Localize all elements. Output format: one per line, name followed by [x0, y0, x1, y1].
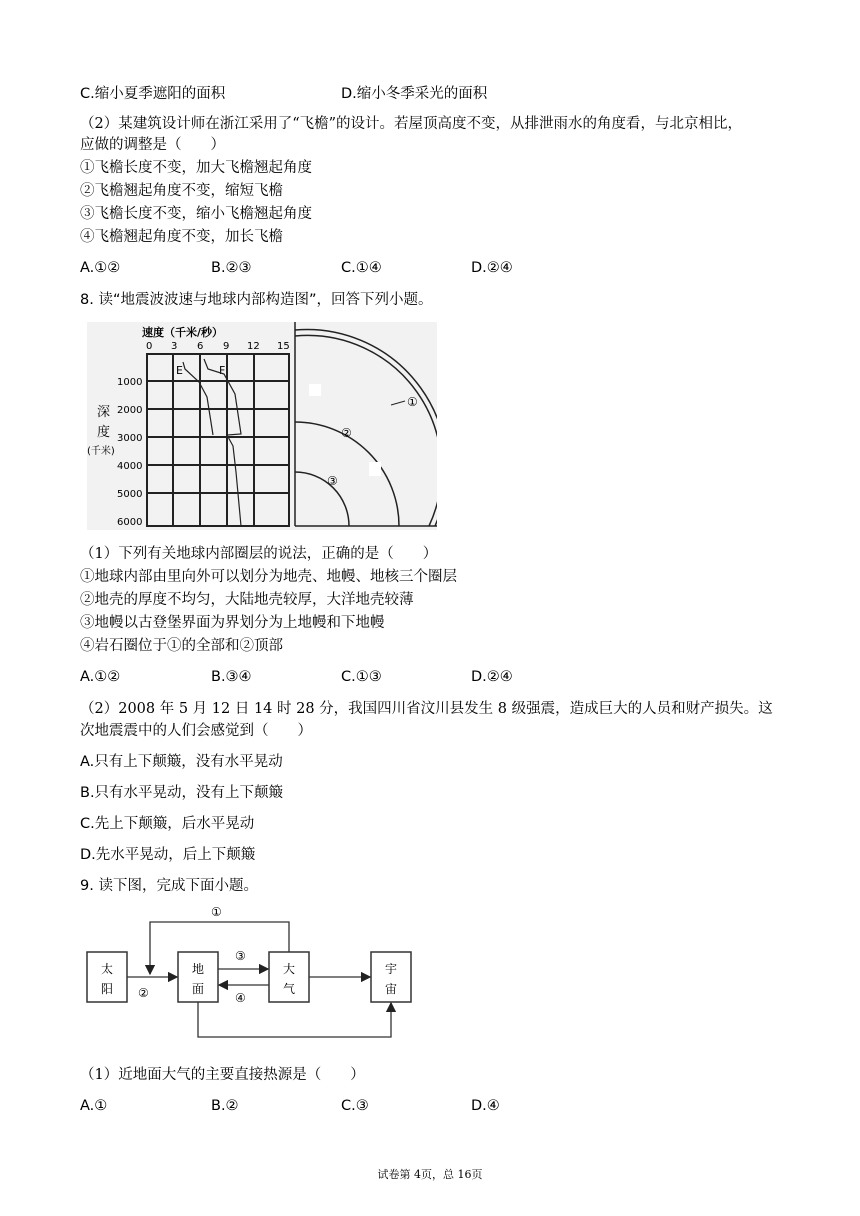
depth-tick-3000: 3000 — [117, 433, 143, 444]
q7-sub2-stem-line1: （2）某建筑设计师在浙江采用了“飞檐”的设计。若屋顶高度不变，从排泄雨水的角度看，与北京相比， — [80, 116, 743, 132]
q8-option-d: D.先水平晃动，后上下颠簸 — [80, 847, 256, 863]
sun-label-2: 阳 — [101, 982, 114, 996]
speed-tick-12: 12 — [247, 341, 260, 352]
speed-tick-0: 0 — [146, 341, 153, 352]
speed-axis-label: 速度（千米/秒） — [142, 326, 224, 339]
wave-f-label: F — [219, 364, 226, 377]
q8-answer-a: A.①② — [80, 669, 121, 685]
arrow-1 — [150, 922, 289, 974]
speed-tick-9: 9 — [223, 341, 230, 352]
q9-sub1-stem: （1）近地面大气的主要直接热源是（ ） — [80, 1067, 365, 1083]
q7-statement-2: ②飞檐翘起角度不变，缩短飞檐 — [80, 183, 283, 199]
q8-answer-d: D.②④ — [471, 669, 513, 685]
q8-sub2-stem-line2: 次地震震中的人们会感觉到（ ） — [80, 723, 312, 739]
seismic-wave-figure — [87, 322, 437, 530]
q8-statement-4: ④岩石圈位于①的全部和②顶部 — [80, 638, 283, 654]
q8-option-b: B.只有水平晃动，没有上下颠簸 — [80, 785, 284, 801]
space-label-2: 宙 — [385, 982, 398, 996]
depth-tick-5000: 5000 — [117, 489, 143, 500]
q8-statement-1: ①地球内部由里向外可以划分为地壳、地幔、地核三个圈层 — [80, 569, 457, 585]
speed-tick-3: 3 — [171, 341, 178, 352]
arrow-4-label: ④ — [235, 991, 246, 1005]
depth-tick-1000: 1000 — [117, 377, 143, 388]
q7-option-c: C.缩小夏季遮阳的面积 — [80, 86, 226, 102]
depth-tick-6000: 6000 — [117, 517, 143, 528]
q7-statement-3: ③飞檐长度不变，缩小飞檐翘起角度 — [80, 206, 312, 222]
speed-tick-6: 6 — [197, 341, 204, 352]
q8-option-c: C.先上下颠簸，后水平晃动 — [80, 816, 255, 832]
atmosphere-label-1: 大 — [283, 962, 296, 976]
q7-sub2-stem-line2: 应做的调整是（ ） — [80, 137, 225, 153]
wave-e-label: E — [176, 364, 183, 377]
space-label-1: 宇 — [385, 962, 398, 976]
atmosphere-label-2: 气 — [283, 982, 296, 996]
q8-statement-2: ②地壳的厚度不均匀，大陆地壳较厚，大洋地壳较薄 — [80, 592, 414, 608]
q8-answer-c: C.①③ — [341, 669, 382, 685]
q9-answer-c: C.③ — [341, 1098, 369, 1114]
q7-statement-4: ④飞檐翘起角度不变，加长飞檐 — [80, 229, 283, 245]
q9-answer-a: A.① — [80, 1098, 108, 1114]
heat-flow-diagram — [80, 900, 420, 1045]
q8-sub1-stem: （1）下列有关地球内部圈层的说法，正确的是（ ） — [80, 546, 438, 562]
page-footer: 试卷第 4页，总 16页 — [377, 1168, 483, 1181]
ground-label-2: 面 — [192, 982, 205, 996]
q7-option-d: D.缩小冬季采光的面积 — [341, 86, 488, 102]
depth-label-3: (千米) — [87, 446, 115, 457]
q9-answer-d: D.④ — [471, 1098, 500, 1114]
q7-answer-a: A.①② — [80, 260, 121, 276]
q9-stem: 9. 读下图，完成下面小题。 — [80, 878, 258, 894]
depth-tick-2000: 2000 — [117, 405, 143, 416]
arrow-ground-space — [198, 1002, 391, 1037]
arrow-2-label: ② — [138, 986, 149, 1000]
q7-answer-c: C.①④ — [341, 260, 382, 276]
q9-answer-b: B.② — [211, 1098, 239, 1114]
depth-label-2: 度 — [97, 425, 111, 440]
q8-statement-3: ③地幔以古登堡界面为界划分为上地幔和下地幔 — [80, 615, 385, 631]
layer-2-label: ② — [341, 426, 352, 440]
q8-option-a: A.只有上下颠簸，没有水平晃动 — [80, 754, 283, 770]
depth-label-1: 深 — [97, 405, 111, 420]
q8-stem: 8. 读“地震波波速与地球内部构造图”，回答下列小题。 — [80, 292, 433, 308]
arrow-1-label: ① — [211, 905, 222, 919]
layer-1-label: ① — [407, 395, 418, 409]
sun-label-1: 太 — [101, 962, 114, 976]
q7-statement-1: ①飞檐长度不变，加大飞檐翘起角度 — [80, 160, 312, 176]
q7-answer-d: D.②④ — [471, 260, 513, 276]
q8-sub2-stem-line1: （2）2008 年 5 月 12 日 14 时 28 分，我国四川省汶川县发生 8 级强震，造成巨大的人员和财产损失。这 — [80, 701, 773, 717]
q7-answer-b: B.②③ — [211, 260, 252, 276]
layer-3-label: ③ — [327, 474, 338, 488]
ground-label-1: 地 — [192, 962, 205, 976]
speed-tick-15: 15 — [277, 341, 290, 352]
depth-tick-4000: 4000 — [117, 461, 143, 472]
q8-answer-b: B.③④ — [211, 669, 252, 685]
arrow-3-label: ③ — [235, 949, 246, 963]
